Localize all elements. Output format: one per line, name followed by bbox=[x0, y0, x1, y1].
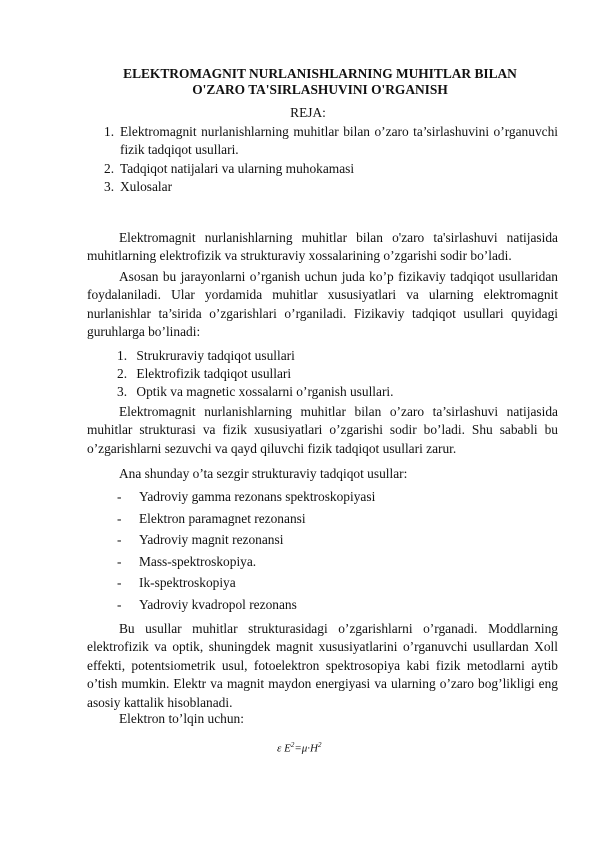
dash-bullet: - bbox=[117, 489, 122, 504]
paragraph-electron-wave: Elektron to’lqin uchun: bbox=[119, 711, 244, 726]
dash-bullet: - bbox=[117, 554, 122, 569]
method-item-number: 2. bbox=[117, 366, 128, 381]
dash-item-text: Yadroviy gamma rezonans spektroskopiyasi bbox=[139, 489, 376, 504]
formula-E: E bbox=[284, 742, 291, 755]
paragraph-usage: Bu usullar muhitlar strukturasidagi o’zgarishlarni o’rganadi. Moddlarning elektrofizik va optik, shuningdek magnit xususiyatlarini o’rganuvchi usullardan Xoll effekti, potentsiometrik usul, fotoelektron spektrosopiya kabi fizik metodlarni aytib o’tish mumkin. Elektr va magnit maydon energiyasi va ularning o’zaro bog’likligi eng asosiy kattalik hisoblanadi. bbox=[87, 621, 558, 710]
method-item-text: Elektrofizik tadqiqot usullari bbox=[136, 366, 292, 381]
document-title bbox=[60, 66, 580, 98]
method-item-number: 3. bbox=[117, 384, 128, 399]
title-line-2: O'ZARO TA'SIRLASHUVINI O'RGANISH bbox=[192, 82, 448, 97]
plan-item-text: Tadqiqot natijalari va ularning muhokamasi bbox=[120, 161, 355, 176]
plan-item-number: 1. bbox=[104, 124, 115, 139]
formula-mu: μ bbox=[301, 742, 308, 755]
method-item-text: Optik va magnetic xossalarni o’rganish usullari. bbox=[136, 384, 394, 399]
method-item-number: 1. bbox=[117, 348, 128, 363]
dash-item-text: Yadroviy magnit rezonansi bbox=[139, 532, 284, 547]
plan-item-number: 3. bbox=[104, 179, 115, 194]
paragraph-changes: Elektromagnit nurlanishlarning muhitlar bilan o’zaro ta’sirlashuvi natijasida muhitlar strukturasi va fizik xususiyatlari o’zgarishi sodir bo’ladi. Shu sababli bu o’zgarishlarni sezuvchi va qayd qiluvchi fizik tadqiqot usullari zarur. bbox=[87, 404, 558, 456]
paragraph-intro: Elektromagnit nurlanishlarning muhitlar bilan o'zaro ta'sirlashuvi natijasida muhitlarning elektrofizik va strukturaviy xossalarining o’zgarishi sodir bo’ladi. bbox=[87, 230, 558, 264]
method-item bbox=[117, 383, 394, 401]
dash-item-text: Mass-spektroskopiya. bbox=[139, 554, 257, 569]
title-line-1: ELEKTROMAGNIT NURLANISHLARNING MUHITLAR BILAN bbox=[123, 66, 517, 81]
dash-bullet: - bbox=[117, 575, 122, 590]
formula-H: H bbox=[310, 742, 318, 755]
method-item bbox=[117, 365, 291, 383]
formula bbox=[277, 736, 322, 758]
plan-item-number: 2. bbox=[104, 161, 115, 176]
plan-heading: REJA: bbox=[290, 105, 326, 120]
formula-equals: = bbox=[294, 742, 302, 755]
formula-exponent: 2 bbox=[318, 741, 322, 749]
formula-exponent: 2 bbox=[290, 741, 295, 749]
dash-item-text: Elektron paramagnet rezonansi bbox=[139, 511, 306, 526]
plan-item-text: Xulosalar bbox=[120, 179, 173, 194]
plan-item-text: Elektromagnit nurlanishlarning muhitlar bilan o’zaro ta’sirlashuvini o’rganuvchi fizik tadqiqot usullari. bbox=[120, 124, 558, 158]
paragraph-sensitive-methods: Ana shunday o’ta sezgir strukturaviy tadqiqot usullar: bbox=[119, 466, 408, 481]
dash-item-text: Ik-spektroskopiya bbox=[139, 575, 236, 590]
dash-bullet: - bbox=[117, 511, 122, 526]
method-item-text: Strukruraviy tadqiqot usullari bbox=[136, 348, 295, 363]
formula-epsilon: ε bbox=[277, 742, 282, 755]
method-item bbox=[117, 347, 295, 365]
plan-item bbox=[104, 123, 558, 160]
dash-bullet: - bbox=[117, 532, 122, 547]
formula-dot: · bbox=[307, 742, 311, 755]
dash-item-text: Yadroviy kvadropol rezonans bbox=[139, 597, 297, 612]
paragraph-methods-intro: Asosan bu jarayonlarni o’rganish uchun juda ko’p fizikaviy tadqiqot usullaridan foydalaniladi. Ular yordamida muhitlar xususiyatlari va ularning elektromagnit nurlanishlar ta’sirida o’zgarishlari o’rganiladi. Fizikaviy tadqiqot usullari quyidagi guruhlarga bo’linadi: bbox=[87, 269, 558, 340]
dash-bullet: - bbox=[117, 597, 122, 612]
